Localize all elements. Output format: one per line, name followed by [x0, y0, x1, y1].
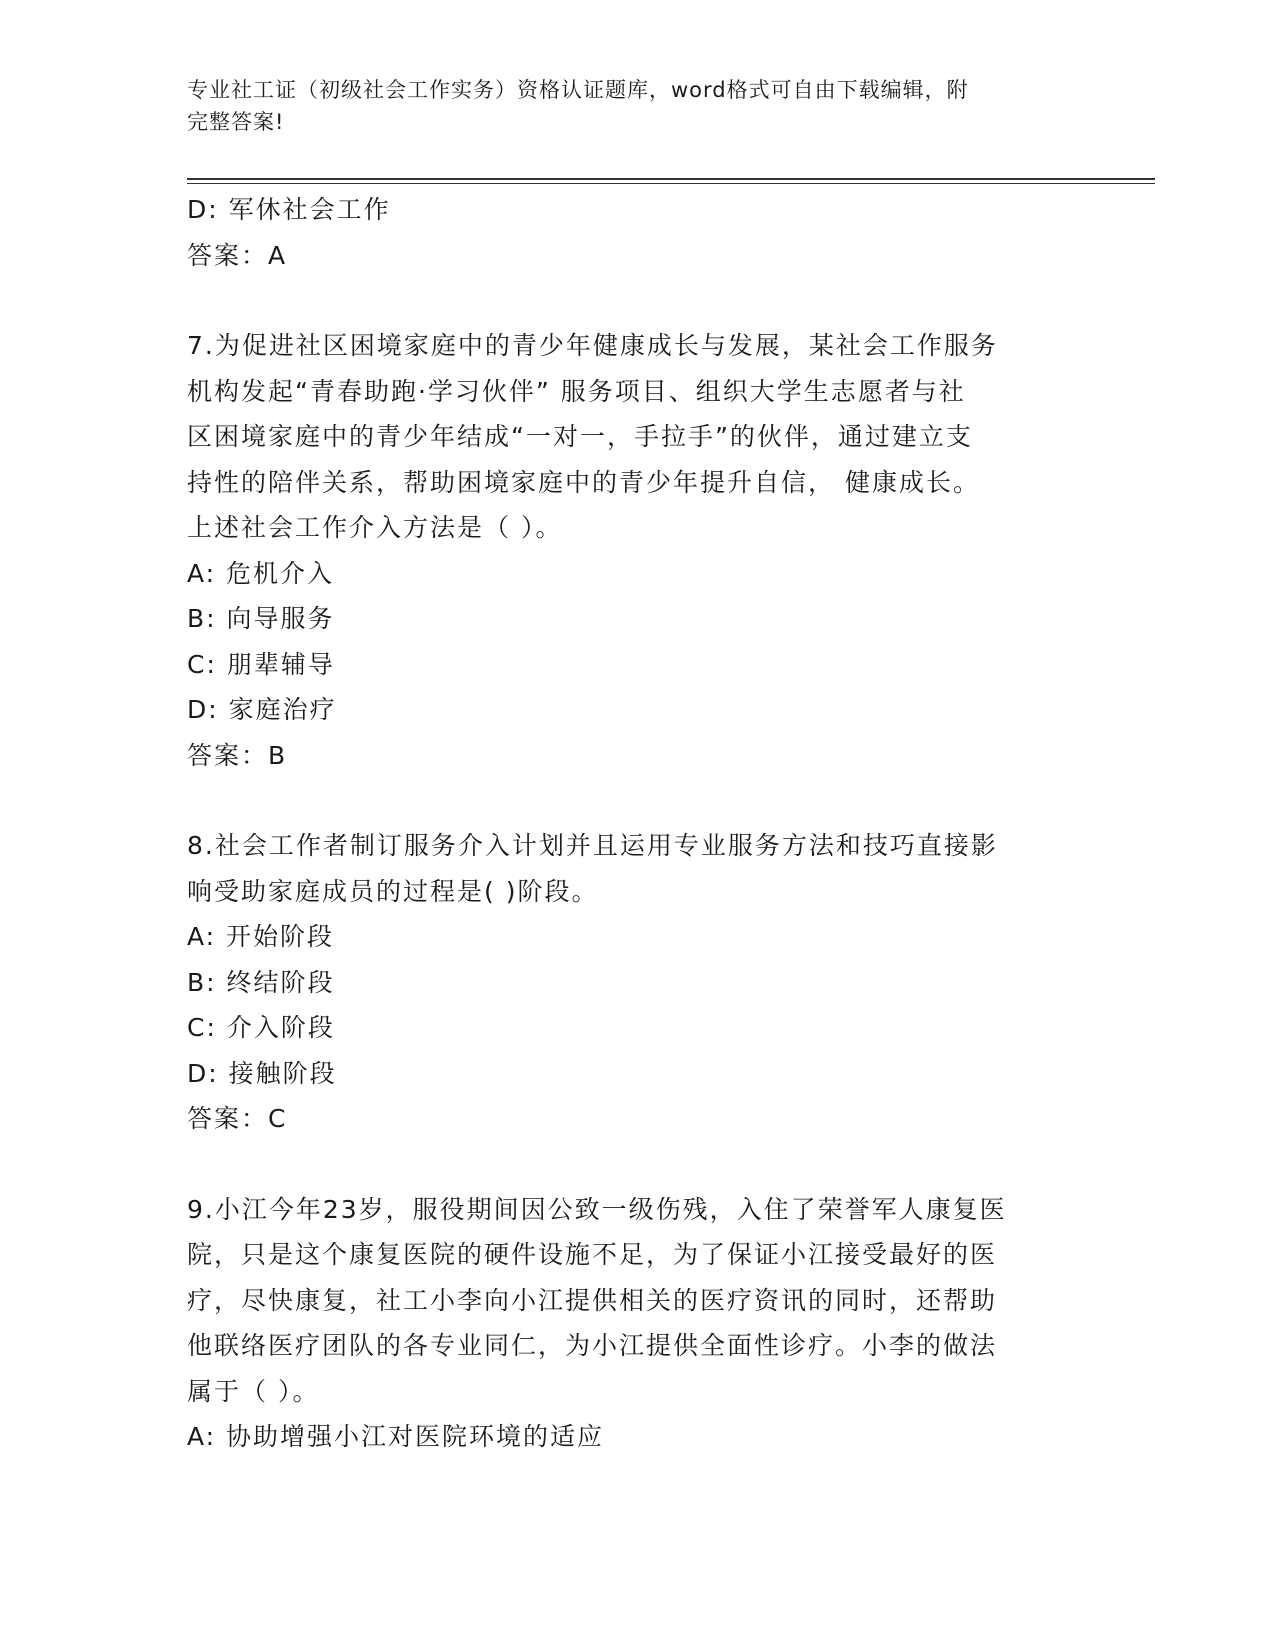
option-a: A: 协助增强小江对医院环境的适应: [187, 1422, 605, 1451]
option-c: C: 介入阶段: [187, 1013, 335, 1042]
option-c: C: 朋辈辅导: [187, 649, 335, 679]
stem-line: 8.社会工作者制订服务介入计划并且运用专业服务方法和技巧直接影: [187, 831, 998, 860]
option-d: D: 家庭治疗: [187, 695, 337, 724]
answer-line: 答案：B: [187, 740, 288, 770]
option-a: A: 危机介入: [187, 558, 335, 588]
answer-line: 答案：A: [187, 240, 288, 270]
option-d: D: 接触阶段: [187, 1058, 337, 1088]
header-rule-thick: [187, 178, 1155, 180]
question-9: [187, 1187, 1077, 1460]
stem-line: 上述社会工作介入方法是（ ）。: [187, 513, 563, 542]
answer-line: 答案：C: [187, 1104, 288, 1133]
question-stem: [187, 823, 1077, 914]
question-8: [187, 823, 1077, 1142]
option-b: B: 向导服务: [187, 604, 335, 633]
stem-line: 机构发起“青春助跑·学习伙伴” 服务项目、组织大学生志愿者与社: [187, 376, 966, 406]
stem-line: 他联络医疗团队的各专业同仁，为小江提供全面性诊疗。小李的做法: [187, 1331, 998, 1360]
header-line-2: 完整答案!: [187, 110, 285, 134]
stem-line: 7.为促进社区困境家庭中的青少年健康成长与发展，某社会工作服务: [187, 331, 998, 360]
stem-line: 院，只是这个康复医院的硬件设施不足，为了保证小江接受最好的医: [187, 1240, 998, 1269]
question-stem: [187, 323, 1077, 551]
document-header: [187, 74, 1067, 138]
document-body: [187, 187, 1077, 1460]
stem-line: 响受助家庭成员的过程是( )阶段。: [187, 876, 599, 906]
question-7: [187, 323, 1077, 778]
option-b: B: 终结阶段: [187, 967, 335, 997]
option-a: A: 开始阶段: [187, 922, 335, 951]
option-d: D: 军休社会工作: [187, 195, 391, 224]
stem-line: 疗，尽快康复，社工小李向小江提供相关的医疗资讯的同时，还帮助: [187, 1285, 998, 1315]
stem-line: 区困境家庭中的青少年结成“一对一，手拉手”的伙伴，通过建立支: [187, 422, 973, 451]
question-stem: [187, 1187, 1077, 1415]
stem-line: 9.小江今年23岁，服役期间因公致一级伤残，入住了荣誉军人康复医: [187, 1194, 1007, 1224]
stem-line: 属于（ ）。: [187, 1376, 320, 1406]
spacer: [187, 778, 1077, 823]
header-rule-thin: [187, 183, 1155, 184]
spacer: [187, 278, 1077, 323]
header-line-1: 专业社工证（初级社会工作实务）资格认证题库，word格式可自由下载编辑，附: [187, 78, 969, 102]
spacer: [187, 1142, 1077, 1187]
stem-line: 持性的陪伴关系，帮助困境家庭中的青少年提升自信， 健康成长。: [187, 467, 980, 497]
